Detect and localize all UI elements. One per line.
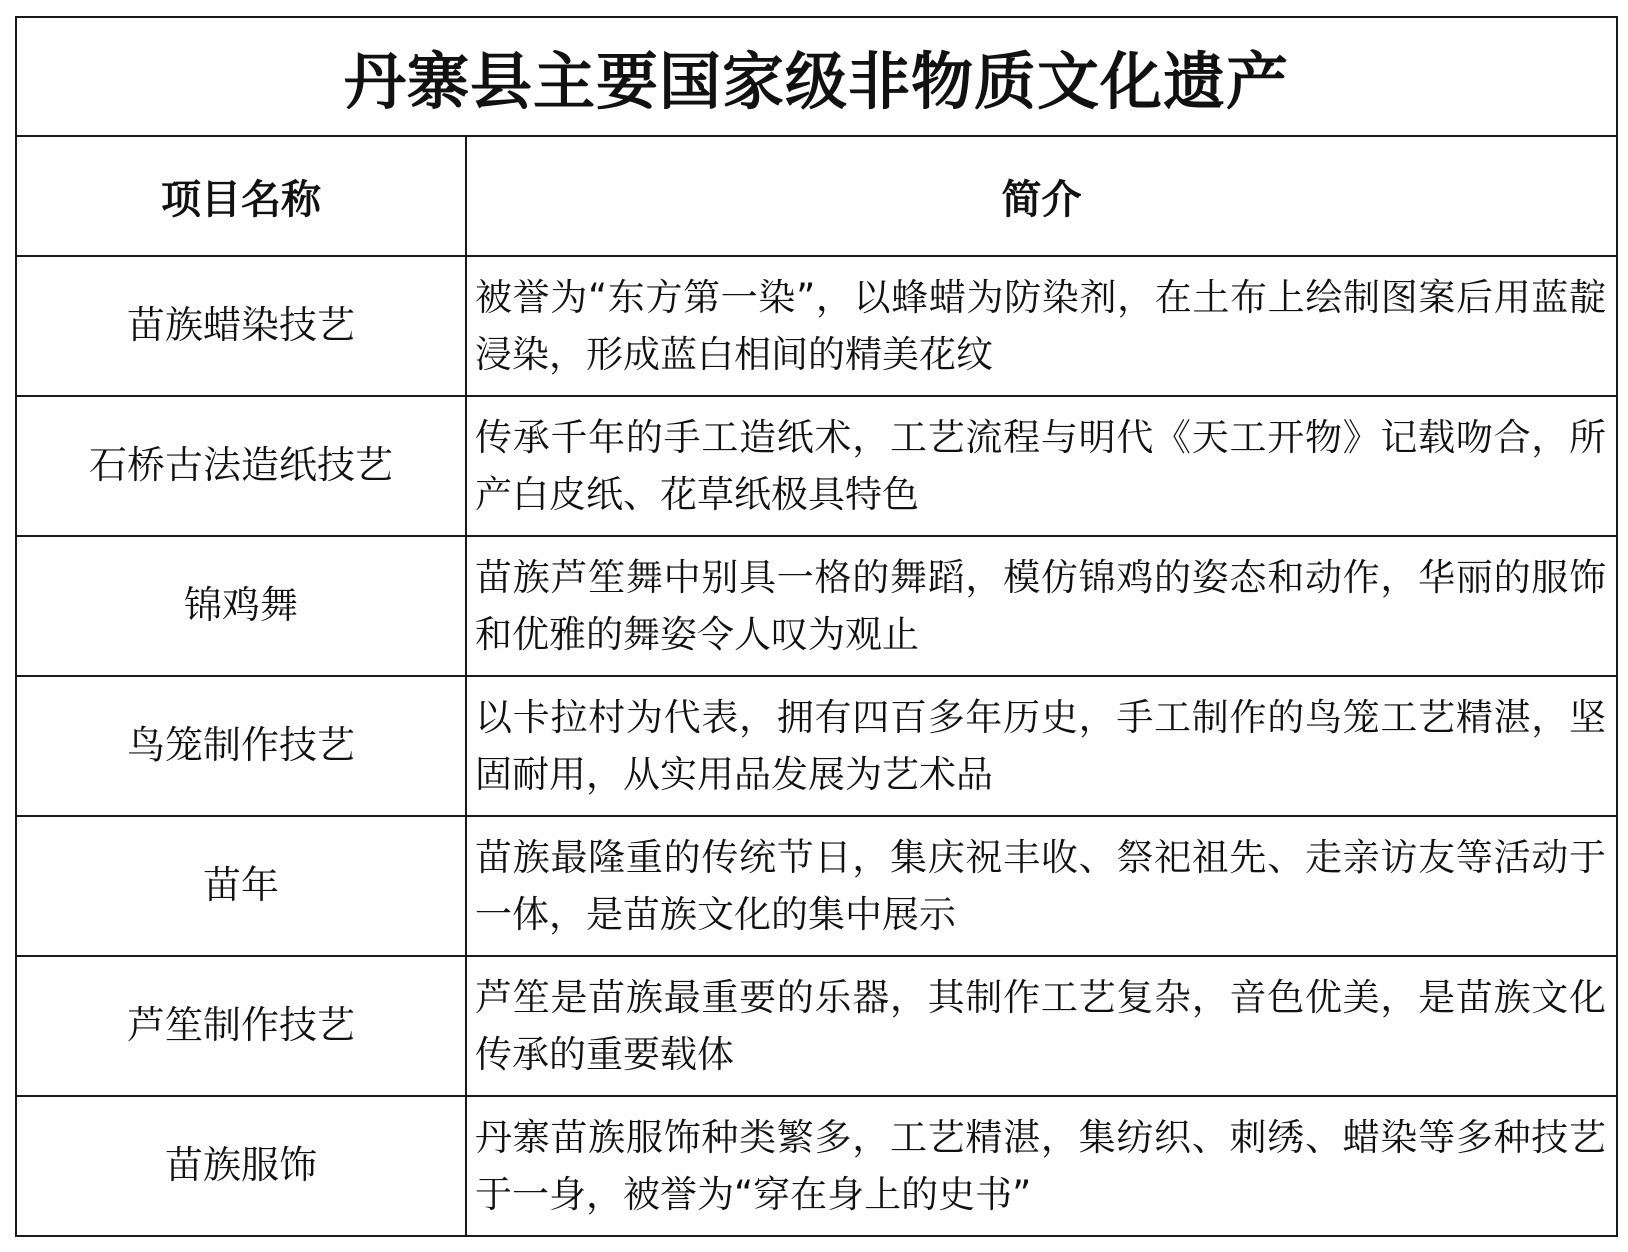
introduction-cell: 以卡拉村为代表，拥有四百多年历史，手工制作的鸟笼工艺精湛，坚固耐用，从实用品发展为艺术品 bbox=[466, 676, 1617, 816]
header-row bbox=[16, 136, 1617, 256]
table-row bbox=[16, 956, 1617, 1096]
introduction-cell: 芦笙是苗族最重要的乐器，其制作工艺复杂，音色优美，是苗族文化传承的重要载体 bbox=[466, 956, 1617, 1096]
table-title: 丹寨县主要国家级非物质文化遗产 bbox=[16, 17, 1617, 136]
heritage-table bbox=[15, 16, 1618, 1237]
introduction-cell: 苗族芦笙舞中别具一格的舞蹈，模仿锦鸡的姿态和动作，华丽的服饰和优雅的舞姿令人叹为观止 bbox=[466, 536, 1617, 676]
project-name-cell: 芦笙制作技艺 bbox=[16, 956, 466, 1096]
project-name-cell: 苗族服饰 bbox=[16, 1096, 466, 1236]
project-name-cell: 锦鸡舞 bbox=[16, 536, 466, 676]
introduction-cell: 传承千年的手工造纸术，工艺流程与明代《天工开物》记载吻合，所产白皮纸、花草纸极具特色 bbox=[466, 396, 1617, 536]
project-name-cell: 鸟笼制作技艺 bbox=[16, 676, 466, 816]
table-row bbox=[16, 396, 1617, 536]
introduction-cell: 丹寨苗族服饰种类繁多，工艺精湛，集纺织、刺绣、蜡染等多种技艺于一身，被誉为“穿在身上的史书” bbox=[466, 1096, 1617, 1236]
table-row bbox=[16, 256, 1617, 396]
table-row bbox=[16, 1096, 1617, 1236]
header-project-name: 项目名称 bbox=[16, 136, 466, 256]
table-row bbox=[16, 816, 1617, 956]
title-row bbox=[16, 17, 1617, 136]
project-name-cell: 苗族蜡染技艺 bbox=[16, 256, 466, 396]
table-row bbox=[16, 536, 1617, 676]
table-row bbox=[16, 676, 1617, 816]
project-name-cell: 苗年 bbox=[16, 816, 466, 956]
project-name-cell: 石桥古法造纸技艺 bbox=[16, 396, 466, 536]
introduction-cell: 被誉为“东方第一染”，以蜂蜡为防染剂，在土布上绘制图案后用蓝靛浸染，形成蓝白相间的精美花纹 bbox=[466, 256, 1617, 396]
header-introduction: 简介 bbox=[466, 136, 1617, 256]
introduction-cell: 苗族最隆重的传统节日，集庆祝丰收、祭祀祖先、走亲访友等活动于一体，是苗族文化的集中展示 bbox=[466, 816, 1617, 956]
